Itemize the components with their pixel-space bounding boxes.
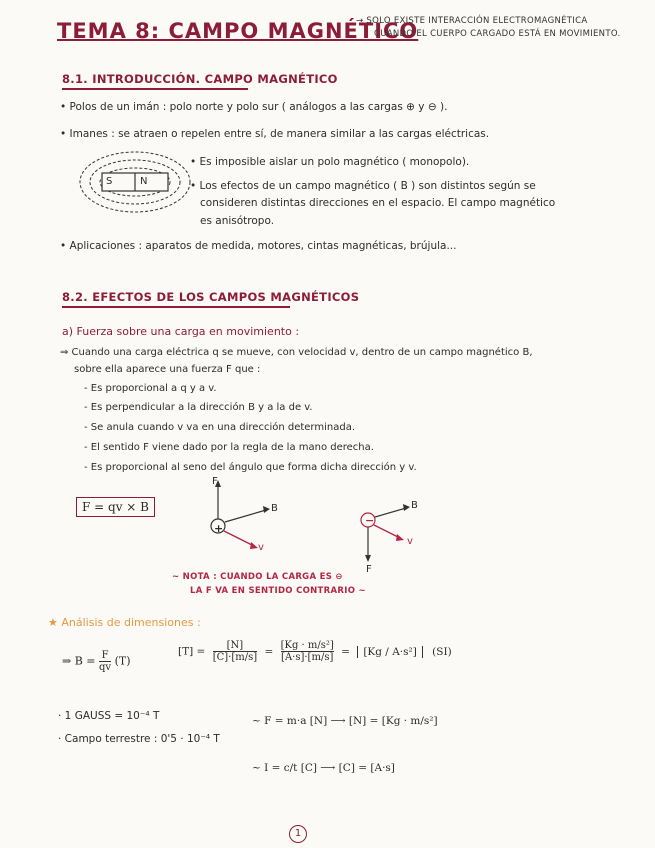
property-item: - Es proporcional a q y a v.	[84, 383, 217, 394]
section-2-heading: 8.2. EFECTOS DE LOS CAMPOS MAGNÉTICOS	[62, 290, 360, 304]
tesla-den-1: [C]·[m/s]	[212, 652, 258, 663]
vector-f-label-pos: F	[212, 476, 218, 487]
b-denominator: qv	[99, 662, 112, 673]
sub-monopolo: • Es imposible aislar un polo magnético ( monopolo).	[190, 156, 470, 168]
section-1-underline	[62, 88, 248, 90]
tesla-fraction-1	[213, 640, 257, 663]
page-number: 1	[289, 825, 307, 843]
tesla-num-1: [N]	[226, 640, 244, 651]
b-definition-unit: (T)	[114, 654, 131, 668]
tesla-si-unit: (SI)	[432, 645, 452, 658]
gauss-conversion: · 1 GAUSS = 10⁻⁴ T	[58, 710, 160, 722]
sub-efectos-line3: es anisótropo.	[200, 215, 275, 227]
current-units-equation: ~ I = c/t [C] ⟶ [C] = [A·s]	[252, 762, 395, 774]
note-negative-charge-line2: LA F VA EN SENTIDO CONTRARIO ~	[190, 586, 366, 596]
magnet-diagram	[76, 148, 194, 218]
section-2-underline	[62, 306, 290, 308]
note-negative-charge-line1: ~ NOTA : CUANDO LA CARGA ES ⊖	[172, 572, 343, 582]
positive-charge-sign: +	[214, 522, 224, 535]
tesla-rhs: [Kg / A·s²]	[357, 646, 423, 658]
page-title: TEMA 8: CAMPO MAGNÉTICO	[57, 19, 419, 43]
negative-charge-sign: −	[365, 514, 375, 527]
vector-v-label-pos: v	[258, 542, 264, 553]
bullet-aplicaciones: • Aplicaciones : aparatos de medida, motores, cintas magnéticas, brújula...	[60, 240, 457, 252]
b-numerator: F	[101, 650, 109, 661]
property-item: - Es perpendicular a la dirección B y a la de v.	[84, 402, 313, 413]
force-vector-diagram	[196, 470, 436, 580]
tesla-den-2: [A·s]·[m/s]	[281, 652, 334, 663]
property-item: - Es proporcional al seno del ángulo que forma dicha dirección y v.	[84, 462, 417, 473]
header-note-line1: → SOLO EXISTE INTERACCIÓN ELECTROMAGNÉTICA	[356, 16, 588, 26]
tesla-fraction-2	[281, 640, 334, 663]
section-1-heading: 8.1. INTRODUCCIÓN. CAMPO MAGNÉTICO	[62, 72, 338, 86]
bullet-polos: • Polos de un imán : polo norte y polo sur ( análogos a las cargas ⊕ y ⊖ ).	[60, 101, 448, 113]
tesla-dimensions: [T] = $\frac{[N]}{[C]\cdot[m/s]}$ = $\frac{\text{[Kg · m/s²]}}{[A\cdot s]\cdot[m/s]}$ = [Kg / A·s²] (SI)	[178, 640, 452, 663]
lorentz-formula: F = qv × B	[76, 497, 155, 517]
tesla-lhs: [T] =	[178, 645, 206, 658]
subheading-fuerza: a) Fuerza sobre una carga en movimiento :	[62, 325, 300, 338]
earth-field: · Campo terrestre : 0'5 · 10⁻⁴ T	[58, 733, 220, 745]
intro-line2: sobre ella aparece una fuerza F que :	[74, 364, 261, 375]
vector-f-label-neg: F	[366, 564, 372, 575]
sub-efectos-line2: consideren distintas direcciones en el espacio. El campo magnético	[200, 197, 556, 209]
vector-b-label-neg: B	[411, 500, 418, 511]
vector-b-label-pos: B	[271, 503, 278, 514]
header-note-line2: CUANDO EL CUERPO CARGADO ESTÁ EN MOVIMIENTO.	[374, 29, 621, 39]
b-definition	[62, 650, 131, 673]
force-units-equation: ~ F = m·a [N] ⟶ [N] = [Kg · m/s²]	[252, 715, 438, 727]
sub-efectos-line1: • Los efectos de un campo magnético ( B ) son distintos según se	[190, 180, 536, 192]
property-item: - El sentido F viene dado por la regla de la mano derecha.	[84, 442, 374, 453]
intro-line1: ⇒ Cuando una carga eléctrica q se mueve, con velocidad v, dentro de un campo magnético B,	[60, 347, 533, 358]
dimensions-heading: ★ Análisis de dimensiones :	[48, 616, 201, 629]
magnet-south-label: S	[106, 176, 113, 187]
tesla-num-2: [Kg · m/s²]	[280, 640, 334, 651]
b-definition-fraction	[99, 650, 111, 673]
magnet-north-label: N	[140, 176, 148, 187]
vector-v-label-neg: v	[407, 536, 413, 547]
b-definition-lhs: ⇒ B =	[62, 654, 96, 668]
bullet-imanes: • Imanes : se atraen o repelen entre sí, de manera similar a las cargas eléctricas.	[60, 128, 490, 140]
property-item: - Se anula cuando v va en una dirección determinada.	[84, 422, 356, 433]
